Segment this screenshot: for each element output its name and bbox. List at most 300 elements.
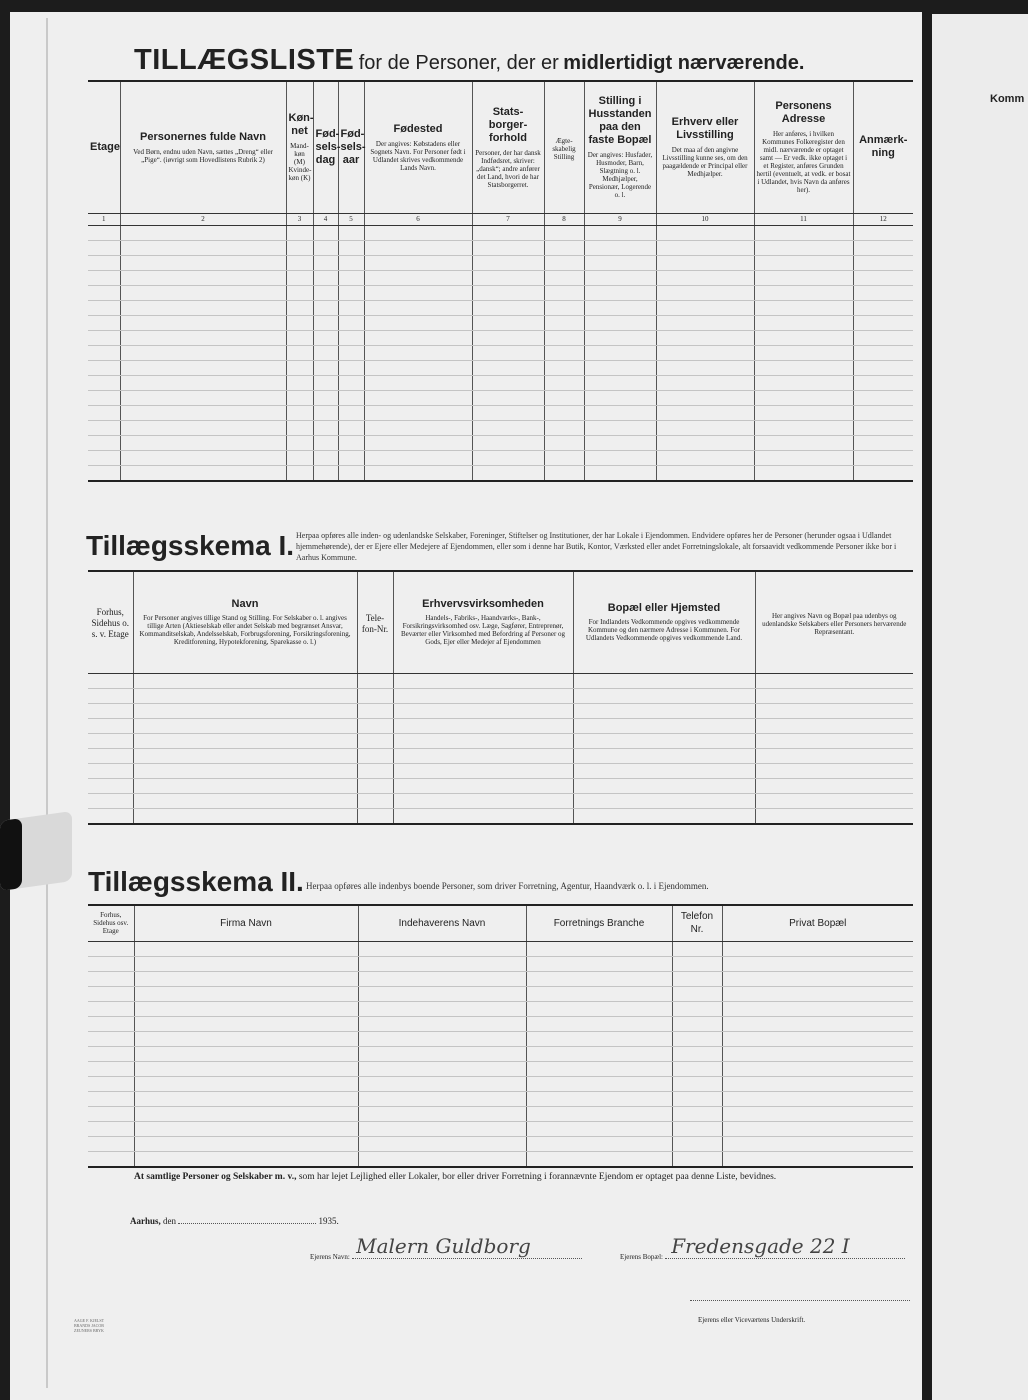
skema1-cell[interactable] [393, 718, 573, 733]
list-cell[interactable] [364, 360, 472, 375]
list-cell[interactable] [120, 390, 286, 405]
skema1-cell[interactable] [573, 748, 755, 763]
skema2-cell[interactable] [358, 1106, 526, 1121]
owner-address-field[interactable] [665, 1234, 905, 1259]
list-cell[interactable] [472, 255, 544, 270]
list-cell[interactable] [120, 285, 286, 300]
list-cell[interactable] [544, 435, 584, 450]
skema2-cell[interactable] [358, 1031, 526, 1046]
list-cell[interactable] [313, 270, 338, 285]
skema1-cell[interactable] [133, 748, 357, 763]
skema2-cell[interactable] [88, 1016, 134, 1031]
list-cell[interactable] [286, 405, 313, 420]
skema2-cell[interactable] [672, 1016, 722, 1031]
list-cell[interactable] [754, 360, 853, 375]
skema2-cell[interactable] [358, 941, 526, 956]
list-cell[interactable] [472, 330, 544, 345]
skema1-cell[interactable] [133, 793, 357, 808]
list-cell[interactable] [754, 405, 853, 420]
list-cell[interactable] [472, 360, 544, 375]
skema2-cell[interactable] [526, 1091, 672, 1106]
list-cell[interactable] [656, 345, 754, 360]
skema1-cell[interactable] [357, 718, 393, 733]
list-cell[interactable] [338, 225, 364, 240]
list-cell[interactable] [313, 450, 338, 465]
list-cell[interactable] [120, 255, 286, 270]
skema2-cell[interactable] [88, 986, 134, 1001]
list-cell[interactable] [853, 405, 913, 420]
skema2-cell[interactable] [134, 986, 358, 1001]
list-cell[interactable] [853, 435, 913, 450]
list-cell[interactable] [656, 375, 754, 390]
skema2-cell[interactable] [672, 1136, 722, 1151]
skema2-cell[interactable] [526, 1106, 672, 1121]
skema1-cell[interactable] [88, 688, 133, 703]
skema2-cell[interactable] [672, 1031, 722, 1046]
list-cell[interactable] [853, 420, 913, 435]
list-cell[interactable] [656, 300, 754, 315]
skema2-cell[interactable] [134, 1106, 358, 1121]
list-cell[interactable] [584, 255, 656, 270]
list-cell[interactable] [286, 390, 313, 405]
skema2-cell[interactable] [722, 986, 913, 1001]
list-cell[interactable] [584, 465, 656, 481]
list-cell[interactable] [313, 360, 338, 375]
skema2-cell[interactable] [134, 1076, 358, 1091]
list-cell[interactable] [853, 270, 913, 285]
list-cell[interactable] [338, 270, 364, 285]
list-cell[interactable] [88, 465, 120, 481]
list-cell[interactable] [584, 315, 656, 330]
skema2-cell[interactable] [88, 1001, 134, 1016]
list-cell[interactable] [544, 375, 584, 390]
list-cell[interactable] [88, 330, 120, 345]
skema1-cell[interactable] [133, 763, 357, 778]
list-cell[interactable] [286, 330, 313, 345]
list-cell[interactable] [584, 360, 656, 375]
skema1-cell[interactable] [393, 703, 573, 718]
list-cell[interactable] [338, 420, 364, 435]
skema2-cell[interactable] [722, 1061, 913, 1076]
list-cell[interactable] [120, 225, 286, 240]
skema1-cell[interactable] [755, 703, 913, 718]
list-cell[interactable] [364, 300, 472, 315]
skema1-cell[interactable] [393, 748, 573, 763]
list-cell[interactable] [338, 435, 364, 450]
list-cell[interactable] [584, 390, 656, 405]
skema2-cell[interactable] [722, 1091, 913, 1106]
list-cell[interactable] [584, 375, 656, 390]
list-cell[interactable] [120, 360, 286, 375]
skema2-cell[interactable] [526, 1031, 672, 1046]
list-cell[interactable] [364, 255, 472, 270]
list-cell[interactable] [364, 225, 472, 240]
list-cell[interactable] [754, 225, 853, 240]
list-cell[interactable] [472, 345, 544, 360]
skema2-cell[interactable] [88, 941, 134, 956]
list-cell[interactable] [853, 330, 913, 345]
list-cell[interactable] [472, 405, 544, 420]
list-cell[interactable] [656, 255, 754, 270]
list-cell[interactable] [656, 270, 754, 285]
skema1-cell[interactable] [88, 748, 133, 763]
skema2-cell[interactable] [672, 941, 722, 956]
skema2-cell[interactable] [526, 1001, 672, 1016]
list-cell[interactable] [120, 420, 286, 435]
date-field[interactable] [178, 1223, 316, 1224]
skema1-cell[interactable] [573, 703, 755, 718]
skema2-cell[interactable] [358, 1121, 526, 1136]
skema1-cell[interactable] [573, 793, 755, 808]
skema2-cell[interactable] [672, 956, 722, 971]
list-cell[interactable] [584, 240, 656, 255]
skema1-cell[interactable] [133, 808, 357, 824]
list-cell[interactable] [472, 240, 544, 255]
skema2-cell[interactable] [672, 1076, 722, 1091]
list-cell[interactable] [313, 300, 338, 315]
list-cell[interactable] [754, 285, 853, 300]
list-cell[interactable] [544, 345, 584, 360]
list-cell[interactable] [656, 435, 754, 450]
skema1-cell[interactable] [357, 808, 393, 824]
skema2-cell[interactable] [134, 971, 358, 986]
skema1-cell[interactable] [88, 703, 133, 718]
list-cell[interactable] [286, 420, 313, 435]
list-cell[interactable] [656, 465, 754, 481]
list-cell[interactable] [364, 270, 472, 285]
skema1-cell[interactable] [573, 778, 755, 793]
skema2-cell[interactable] [88, 971, 134, 986]
list-cell[interactable] [88, 300, 120, 315]
skema2-cell[interactable] [358, 1046, 526, 1061]
list-cell[interactable] [754, 375, 853, 390]
list-cell[interactable] [853, 315, 913, 330]
list-cell[interactable] [313, 405, 338, 420]
skema1-cell[interactable] [393, 793, 573, 808]
list-cell[interactable] [754, 240, 853, 255]
list-cell[interactable] [338, 285, 364, 300]
skema2-cell[interactable] [358, 956, 526, 971]
list-cell[interactable] [364, 405, 472, 420]
list-cell[interactable] [544, 390, 584, 405]
skema2-cell[interactable] [88, 1031, 134, 1046]
list-cell[interactable] [364, 450, 472, 465]
skema1-cell[interactable] [393, 808, 573, 824]
skema2-cell[interactable] [526, 971, 672, 986]
list-cell[interactable] [544, 330, 584, 345]
list-cell[interactable] [88, 435, 120, 450]
skema1-cell[interactable] [88, 718, 133, 733]
list-cell[interactable] [313, 420, 338, 435]
skema1-cell[interactable] [88, 733, 133, 748]
skema2-cell[interactable] [722, 1121, 913, 1136]
skema2-cell[interactable] [526, 1061, 672, 1076]
list-cell[interactable] [120, 375, 286, 390]
list-cell[interactable] [88, 270, 120, 285]
list-cell[interactable] [286, 360, 313, 375]
list-cell[interactable] [544, 270, 584, 285]
list-cell[interactable] [286, 345, 313, 360]
list-cell[interactable] [88, 285, 120, 300]
list-cell[interactable] [544, 360, 584, 375]
list-cell[interactable] [584, 285, 656, 300]
list-cell[interactable] [584, 450, 656, 465]
list-cell[interactable] [544, 285, 584, 300]
list-cell[interactable] [120, 345, 286, 360]
skema2-cell[interactable] [358, 1001, 526, 1016]
skema1-cell[interactable] [573, 733, 755, 748]
list-cell[interactable] [364, 285, 472, 300]
list-cell[interactable] [472, 270, 544, 285]
list-cell[interactable] [544, 240, 584, 255]
list-cell[interactable] [88, 450, 120, 465]
skema1-cell[interactable] [573, 763, 755, 778]
skema2-cell[interactable] [526, 956, 672, 971]
skema2-cell[interactable] [672, 1106, 722, 1121]
skema1-cell[interactable] [393, 733, 573, 748]
list-cell[interactable] [472, 465, 544, 481]
list-cell[interactable] [88, 225, 120, 240]
list-cell[interactable] [364, 435, 472, 450]
list-cell[interactable] [364, 330, 472, 345]
list-cell[interactable] [754, 420, 853, 435]
skema1-cell[interactable] [133, 673, 357, 688]
list-cell[interactable] [120, 270, 286, 285]
list-cell[interactable] [313, 315, 338, 330]
skema2-cell[interactable] [526, 1151, 672, 1167]
list-cell[interactable] [754, 465, 853, 481]
list-cell[interactable] [472, 375, 544, 390]
skema2-cell[interactable] [722, 1016, 913, 1031]
list-cell[interactable] [120, 450, 286, 465]
list-cell[interactable] [338, 375, 364, 390]
signature-line[interactable] [690, 1300, 910, 1301]
list-cell[interactable] [120, 465, 286, 481]
skema1-cell[interactable] [88, 808, 133, 824]
skema2-cell[interactable] [672, 1151, 722, 1167]
list-cell[interactable] [472, 300, 544, 315]
skema1-cell[interactable] [755, 718, 913, 733]
skema2-cell[interactable] [672, 986, 722, 1001]
skema2-cell[interactable] [88, 1046, 134, 1061]
list-cell[interactable] [338, 390, 364, 405]
list-cell[interactable] [88, 390, 120, 405]
skema2-cell[interactable] [672, 1121, 722, 1136]
skema2-cell[interactable] [358, 971, 526, 986]
skema1-cell[interactable] [573, 808, 755, 824]
skema2-cell[interactable] [134, 1016, 358, 1031]
list-cell[interactable] [584, 330, 656, 345]
skema2-cell[interactable] [722, 1136, 913, 1151]
skema2-cell[interactable] [526, 986, 672, 1001]
list-cell[interactable] [338, 360, 364, 375]
skema2-cell[interactable] [672, 1091, 722, 1106]
skema2-cell[interactable] [722, 1151, 913, 1167]
list-cell[interactable] [584, 405, 656, 420]
skema2-cell[interactable] [134, 1151, 358, 1167]
skema1-cell[interactable] [133, 688, 357, 703]
skema1-cell[interactable] [357, 673, 393, 688]
list-cell[interactable] [313, 375, 338, 390]
list-cell[interactable] [338, 465, 364, 481]
list-cell[interactable] [472, 315, 544, 330]
skema2-cell[interactable] [722, 1046, 913, 1061]
skema1-cell[interactable] [357, 793, 393, 808]
list-cell[interactable] [472, 225, 544, 240]
skema2-cell[interactable] [526, 1136, 672, 1151]
skema1-cell[interactable] [755, 748, 913, 763]
list-cell[interactable] [853, 255, 913, 270]
list-cell[interactable] [853, 390, 913, 405]
skema1-cell[interactable] [755, 733, 913, 748]
skema1-cell[interactable] [88, 793, 133, 808]
skema2-cell[interactable] [88, 1136, 134, 1151]
skema2-cell[interactable] [672, 1046, 722, 1061]
list-cell[interactable] [853, 225, 913, 240]
list-cell[interactable] [286, 315, 313, 330]
list-cell[interactable] [286, 300, 313, 315]
list-cell[interactable] [338, 330, 364, 345]
list-cell[interactable] [853, 465, 913, 481]
list-cell[interactable] [88, 405, 120, 420]
list-cell[interactable] [364, 375, 472, 390]
list-cell[interactable] [584, 225, 656, 240]
list-cell[interactable] [584, 420, 656, 435]
list-cell[interactable] [364, 315, 472, 330]
list-cell[interactable] [656, 450, 754, 465]
list-cell[interactable] [754, 255, 853, 270]
skema1-cell[interactable] [133, 778, 357, 793]
list-cell[interactable] [88, 315, 120, 330]
skema2-cell[interactable] [722, 956, 913, 971]
skema2-cell[interactable] [526, 941, 672, 956]
list-cell[interactable] [313, 285, 338, 300]
list-cell[interactable] [120, 300, 286, 315]
skema2-cell[interactable] [88, 1151, 134, 1167]
skema2-cell[interactable] [134, 941, 358, 956]
list-cell[interactable] [754, 300, 853, 315]
list-cell[interactable] [853, 345, 913, 360]
list-cell[interactable] [544, 465, 584, 481]
skema2-cell[interactable] [358, 1091, 526, 1106]
skema1-cell[interactable] [755, 688, 913, 703]
skema2-cell[interactable] [722, 941, 913, 956]
list-cell[interactable] [286, 255, 313, 270]
list-cell[interactable] [472, 450, 544, 465]
skema2-cell[interactable] [526, 1046, 672, 1061]
skema2-cell[interactable] [134, 956, 358, 971]
skema2-cell[interactable] [722, 1076, 913, 1091]
list-cell[interactable] [286, 435, 313, 450]
skema2-cell[interactable] [358, 1136, 526, 1151]
skema2-cell[interactable] [134, 1136, 358, 1151]
skema1-cell[interactable] [133, 703, 357, 718]
list-cell[interactable] [754, 270, 853, 285]
skema2-cell[interactable] [134, 1046, 358, 1061]
skema1-cell[interactable] [573, 688, 755, 703]
list-cell[interactable] [88, 240, 120, 255]
skema1-cell[interactable] [88, 778, 133, 793]
skema1-cell[interactable] [755, 778, 913, 793]
skema1-cell[interactable] [357, 778, 393, 793]
skema1-cell[interactable] [393, 763, 573, 778]
skema2-cell[interactable] [88, 956, 134, 971]
list-cell[interactable] [364, 420, 472, 435]
list-cell[interactable] [584, 270, 656, 285]
skema2-cell[interactable] [358, 986, 526, 1001]
skema2-cell[interactable] [358, 1061, 526, 1076]
list-cell[interactable] [313, 255, 338, 270]
skema2-cell[interactable] [722, 971, 913, 986]
list-cell[interactable] [656, 315, 754, 330]
list-cell[interactable] [656, 420, 754, 435]
list-cell[interactable] [88, 255, 120, 270]
skema1-cell[interactable] [573, 718, 755, 733]
skema2-cell[interactable] [526, 1121, 672, 1136]
skema2-cell[interactable] [88, 1061, 134, 1076]
skema2-cell[interactable] [358, 1016, 526, 1031]
list-cell[interactable] [754, 390, 853, 405]
skema2-cell[interactable] [722, 1001, 913, 1016]
skema1-cell[interactable] [88, 673, 133, 688]
list-cell[interactable] [286, 270, 313, 285]
skema2-cell[interactable] [134, 1031, 358, 1046]
list-cell[interactable] [120, 315, 286, 330]
list-cell[interactable] [338, 300, 364, 315]
list-cell[interactable] [584, 345, 656, 360]
list-cell[interactable] [544, 255, 584, 270]
list-cell[interactable] [656, 360, 754, 375]
list-cell[interactable] [88, 360, 120, 375]
list-cell[interactable] [656, 390, 754, 405]
list-cell[interactable] [584, 435, 656, 450]
list-cell[interactable] [754, 315, 853, 330]
list-cell[interactable] [120, 240, 286, 255]
list-cell[interactable] [754, 330, 853, 345]
list-cell[interactable] [120, 405, 286, 420]
skema1-cell[interactable] [357, 748, 393, 763]
list-cell[interactable] [853, 360, 913, 375]
skema1-cell[interactable] [393, 778, 573, 793]
list-cell[interactable] [472, 390, 544, 405]
list-cell[interactable] [313, 435, 338, 450]
skema1-cell[interactable] [755, 673, 913, 688]
list-cell[interactable] [338, 450, 364, 465]
list-cell[interactable] [544, 420, 584, 435]
list-cell[interactable] [656, 225, 754, 240]
list-cell[interactable] [853, 300, 913, 315]
skema1-cell[interactable] [393, 688, 573, 703]
skema2-cell[interactable] [134, 1061, 358, 1076]
list-cell[interactable] [853, 450, 913, 465]
list-cell[interactable] [338, 315, 364, 330]
skema2-cell[interactable] [134, 1121, 358, 1136]
list-cell[interactable] [853, 240, 913, 255]
list-cell[interactable] [88, 345, 120, 360]
list-cell[interactable] [313, 330, 338, 345]
skema2-cell[interactable] [672, 1061, 722, 1076]
list-cell[interactable] [754, 435, 853, 450]
skema2-cell[interactable] [134, 1001, 358, 1016]
list-cell[interactable] [120, 330, 286, 345]
skema1-cell[interactable] [755, 793, 913, 808]
skema2-cell[interactable] [722, 1031, 913, 1046]
list-cell[interactable] [364, 465, 472, 481]
skema2-cell[interactable] [672, 1001, 722, 1016]
skema1-cell[interactable] [133, 733, 357, 748]
skema2-cell[interactable] [358, 1076, 526, 1091]
list-cell[interactable] [338, 345, 364, 360]
